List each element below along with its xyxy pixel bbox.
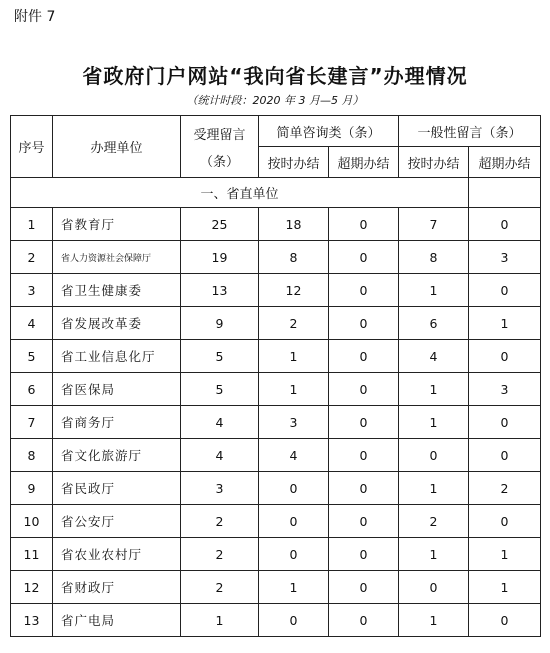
table-row — [11, 406, 541, 439]
cell-unit: 省人力资源社会保障厅 — [53, 241, 181, 274]
cell-unit: 省文化旅游厅 — [53, 439, 181, 472]
cell-general-ontime: 0 — [399, 439, 469, 472]
cell-accepted: 5 — [181, 373, 259, 406]
cell-unit: 省公安厅 — [53, 505, 181, 538]
cell-simple-overdue: 0 — [329, 208, 399, 241]
cell-seq: 8 — [11, 439, 53, 472]
cell-accepted: 5 — [181, 340, 259, 373]
cell-general-ontime: 2 — [399, 505, 469, 538]
cell-simple-ontime: 8 — [259, 241, 329, 274]
cell-accepted: 2 — [181, 505, 259, 538]
cell-general-overdue: 0 — [469, 439, 541, 472]
cell-general-overdue: 0 — [469, 340, 541, 373]
cell-simple-ontime: 4 — [259, 439, 329, 472]
cell-general-overdue: 0 — [469, 406, 541, 439]
cell-general-overdue: 0 — [469, 208, 541, 241]
cell-simple-ontime: 12 — [259, 274, 329, 307]
cell-general-ontime: 6 — [399, 307, 469, 340]
cell-general-overdue: 2 — [469, 472, 541, 505]
cell-simple-overdue: 0 — [329, 571, 399, 604]
table-row — [11, 604, 541, 637]
table-row — [11, 505, 541, 538]
table-row — [11, 208, 541, 241]
cell-simple-ontime: 0 — [259, 505, 329, 538]
cell-general-ontime: 1 — [399, 538, 469, 571]
cell-seq: 2 — [11, 241, 53, 274]
section-title: 一、省直单位 — [11, 178, 469, 208]
cell-general-overdue: 1 — [469, 307, 541, 340]
cell-accepted: 13 — [181, 274, 259, 307]
cell-simple-ontime: 2 — [259, 307, 329, 340]
header-accepted-label: 受理留言 — [193, 127, 246, 143]
cell-accepted: 4 — [181, 439, 259, 472]
cell-unit: 省教育厅 — [53, 208, 181, 241]
cell-accepted: 4 — [181, 406, 259, 439]
cell-seq: 4 — [11, 307, 53, 340]
cell-simple-overdue: 0 — [329, 307, 399, 340]
cell-general-ontime: 4 — [399, 340, 469, 373]
cell-simple-overdue: 0 — [329, 373, 399, 406]
cell-general-ontime: 1 — [399, 406, 469, 439]
cell-general-overdue: 0 — [469, 274, 541, 307]
cell-simple-overdue: 0 — [329, 406, 399, 439]
cell-general-overdue: 0 — [469, 505, 541, 538]
cell-simple-overdue: 0 — [329, 604, 399, 637]
cell-unit: 省商务厅 — [53, 406, 181, 439]
statistics-period: （统计时段：2020 年 3 月—5 月） — [186, 94, 364, 107]
table-row — [11, 340, 541, 373]
header-general-message: 一般性留言（条） — [399, 116, 541, 147]
cell-simple-overdue: 0 — [329, 505, 399, 538]
cell-simple-overdue: 0 — [329, 274, 399, 307]
header-simple-ontime: 按时办结 — [259, 147, 329, 178]
section-blank-cell — [469, 178, 541, 208]
cell-accepted: 9 — [181, 307, 259, 340]
table-row — [11, 274, 541, 307]
header-simple-overdue: 超期办结 — [329, 147, 399, 178]
cell-simple-overdue: 0 — [329, 439, 399, 472]
cell-unit: 省发展改革委 — [53, 307, 181, 340]
cell-seq: 13 — [11, 604, 53, 637]
table-row — [11, 241, 541, 274]
cell-seq: 5 — [11, 340, 53, 373]
cell-seq: 11 — [11, 538, 53, 571]
cell-unit: 省工业信息化厅 — [53, 340, 181, 373]
table-row — [11, 307, 541, 340]
page-title: 省政府门户网站“我向省长建言”办理情况 — [82, 64, 468, 88]
cell-general-overdue: 3 — [469, 373, 541, 406]
cell-simple-ontime: 0 — [259, 604, 329, 637]
cell-simple-overdue: 0 — [329, 538, 399, 571]
cell-general-ontime: 1 — [399, 373, 469, 406]
cell-unit: 省民政厅 — [53, 472, 181, 505]
handling-table — [10, 115, 541, 637]
table-row — [11, 538, 541, 571]
cell-simple-ontime: 0 — [259, 538, 329, 571]
cell-unit: 省医保局 — [53, 373, 181, 406]
cell-general-ontime: 0 — [399, 571, 469, 604]
cell-general-overdue: 1 — [469, 538, 541, 571]
cell-accepted: 1 — [181, 604, 259, 637]
cell-seq: 7 — [11, 406, 53, 439]
cell-accepted: 2 — [181, 571, 259, 604]
header-simple-consult: 简单咨询类（条） — [259, 116, 399, 147]
cell-general-overdue: 0 — [469, 604, 541, 637]
cell-general-overdue: 3 — [469, 241, 541, 274]
cell-accepted: 25 — [181, 208, 259, 241]
cell-general-overdue: 1 — [469, 571, 541, 604]
header-general-ontime: 按时办结 — [399, 147, 469, 178]
header-accepted-unit: （条） — [199, 154, 239, 170]
cell-general-ontime: 1 — [399, 472, 469, 505]
table-row — [11, 571, 541, 604]
cell-seq: 9 — [11, 472, 53, 505]
cell-seq: 3 — [11, 274, 53, 307]
cell-simple-ontime: 3 — [259, 406, 329, 439]
cell-simple-overdue: 0 — [329, 472, 399, 505]
header-unit: 办理单位 — [53, 116, 181, 178]
cell-unit: 省财政厅 — [53, 571, 181, 604]
cell-simple-ontime: 0 — [259, 472, 329, 505]
cell-seq: 12 — [11, 571, 53, 604]
cell-simple-ontime: 1 — [259, 571, 329, 604]
cell-general-ontime: 1 — [399, 604, 469, 637]
cell-unit: 省广电局 — [53, 604, 181, 637]
cell-simple-ontime: 1 — [259, 340, 329, 373]
table-row — [11, 373, 541, 406]
cell-seq: 1 — [11, 208, 53, 241]
table-row — [11, 439, 541, 472]
cell-simple-ontime: 18 — [259, 208, 329, 241]
attachment-label: 附件 7 — [14, 9, 56, 25]
header-accepted — [181, 116, 259, 178]
header-seq: 序号 — [11, 116, 53, 178]
cell-simple-ontime: 1 — [259, 373, 329, 406]
cell-unit: 省卫生健康委 — [53, 274, 181, 307]
cell-seq: 6 — [11, 373, 53, 406]
cell-general-ontime: 7 — [399, 208, 469, 241]
cell-accepted: 2 — [181, 538, 259, 571]
cell-seq: 10 — [11, 505, 53, 538]
cell-unit: 省农业农村厅 — [53, 538, 181, 571]
header-general-overdue: 超期办结 — [469, 147, 541, 178]
cell-general-ontime: 1 — [399, 274, 469, 307]
cell-accepted: 3 — [181, 472, 259, 505]
section-row — [11, 178, 541, 208]
cell-simple-overdue: 0 — [329, 241, 399, 274]
cell-general-ontime: 8 — [399, 241, 469, 274]
cell-simple-overdue: 0 — [329, 340, 399, 373]
cell-accepted: 19 — [181, 241, 259, 274]
table-row — [11, 472, 541, 505]
